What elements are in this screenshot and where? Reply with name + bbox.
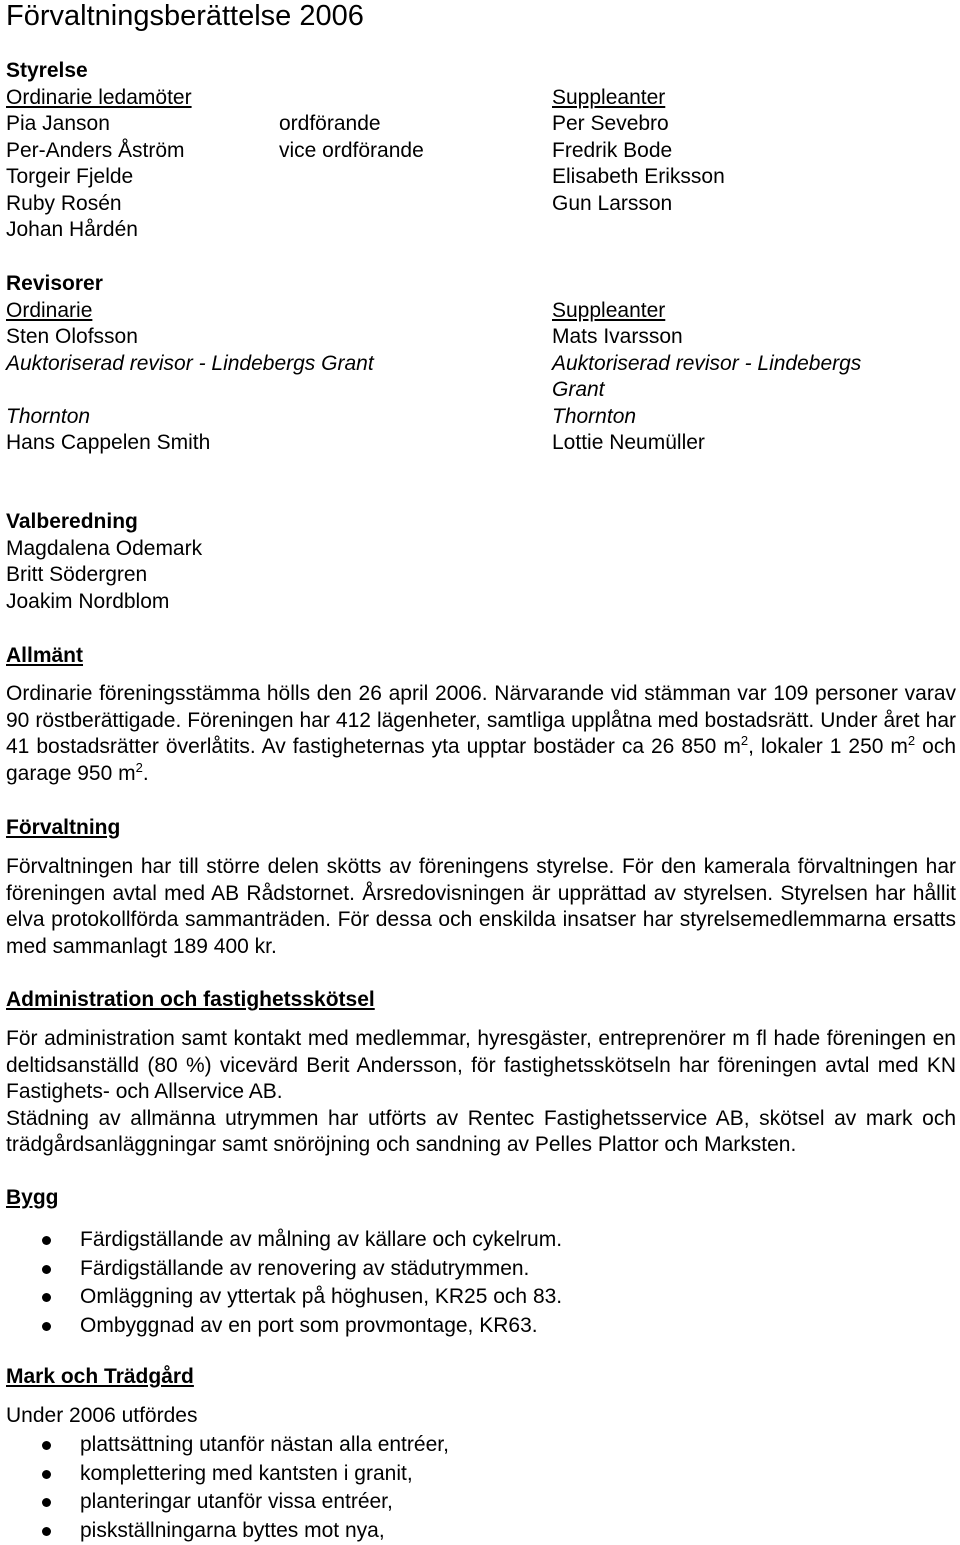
valberedning-section bbox=[6, 509, 956, 615]
member-role: ordförande bbox=[279, 112, 381, 135]
list-item-text: Färdigställande av renovering av städutrymmen. bbox=[80, 1256, 530, 1280]
revisor-supp-firm: Auktoriserad revisor - Lindebergs bbox=[552, 351, 862, 375]
bullet-icon bbox=[42, 1265, 51, 1274]
administration-text-2: Städning av allmänna utrymmen har utförts av Rentec Fastighetsservice AB, skötsel av mark och trädgårdsanläggningar samt snöröjning och sandning av Pelles Plattor och Marksten. bbox=[6, 1106, 956, 1156]
superscript: 2 bbox=[135, 759, 143, 775]
allmant-text: Ordinarie föreningsstämma hölls den 26 april 2006. Närvarande vid stämman var 109 personer varav 90 röstberättigade. Föreningen har 412 lägenheter, samtliga upplåtna med bostadsrätt. Under året har 41 bostadsrätter överlåtits. Av fastigheternas yta upptar bostäder ca 26 850 m bbox=[6, 682, 956, 758]
list-item-text: Färdigställande av målning av källare och cykelrum. bbox=[80, 1228, 563, 1251]
revisorer-suppleanter-label: Suppleanter bbox=[552, 298, 666, 322]
revisorer-row bbox=[6, 324, 956, 351]
styrelse-row bbox=[6, 111, 956, 138]
styrelse-row bbox=[6, 164, 956, 191]
list-item bbox=[6, 1226, 562, 1255]
valberedning-member: Magdalena Odemark bbox=[6, 536, 203, 560]
revisorer-heading: Revisorer bbox=[6, 272, 103, 295]
mark-intro: Under 2006 utfördes bbox=[6, 1404, 198, 1427]
allmant-text: , lokaler 1 250 m bbox=[748, 735, 908, 758]
bullet-icon bbox=[42, 1470, 51, 1479]
administration-text-1: För administration samt kontakt med medlemmar, hyresgäster, entreprenörer m fl hade föreningen en deltidsanställd (80 %) vicevärd Berit Andersson, för fastighetsskötseln har föreningen avtal med KN Fastighets- och Allservice AB. bbox=[6, 1027, 956, 1103]
revisor-name: Sten Olofsson bbox=[6, 325, 138, 348]
list-item bbox=[6, 1517, 449, 1545]
suppleant-name: Elisabeth Eriksson bbox=[552, 165, 725, 188]
member-name: Torgeir Fjelde bbox=[6, 165, 134, 188]
revisor-supp-name: Mats Ivarsson bbox=[552, 325, 683, 348]
styrelse-section bbox=[6, 58, 956, 244]
revisor-firm: Auktoriserad revisor - Lindebergs Grant bbox=[6, 351, 374, 375]
mark-heading-text: Mark och Trädgård bbox=[6, 1365, 194, 1388]
styrelse-row bbox=[6, 217, 956, 244]
forvaltning-heading-text: Förvaltning bbox=[6, 816, 121, 839]
revisorer-row bbox=[6, 430, 956, 457]
suppleant-name: Gun Larsson bbox=[552, 191, 673, 215]
revisorer-row bbox=[6, 404, 956, 431]
allmant-heading-text: Allmänt bbox=[6, 644, 84, 667]
list-item-text: planteringar utanför vissa entréer, bbox=[80, 1490, 393, 1513]
list-item bbox=[6, 1255, 562, 1284]
list-item-text: Omläggning av yttertak på höghusen, KR25 och 83. bbox=[80, 1285, 563, 1308]
styrelse-labels-row bbox=[6, 85, 956, 112]
list-item bbox=[6, 1283, 562, 1312]
suppleant-name: Per Sevebro bbox=[552, 112, 669, 135]
bullet-icon bbox=[42, 1236, 51, 1245]
bygg-heading bbox=[6, 1185, 59, 1211]
revisorer-row bbox=[6, 351, 956, 378]
revisorer-ordinarie-label: Ordinarie bbox=[6, 298, 93, 322]
ordinarie-ledamoter-label: Ordinarie ledamöter bbox=[6, 85, 192, 109]
revisor-supp-firm-cont: Grant bbox=[552, 378, 605, 401]
bygg-list bbox=[6, 1226, 562, 1340]
document-page bbox=[6, 0, 956, 1542]
forvaltning-heading bbox=[6, 815, 120, 841]
valberedning-member: Britt Södergren bbox=[6, 563, 148, 586]
valberedning-heading: Valberedning bbox=[6, 510, 138, 533]
mark-heading bbox=[6, 1364, 194, 1390]
list-item-text: plattsättning utanför nästan alla entréer, bbox=[80, 1433, 449, 1456]
bullet-icon bbox=[42, 1441, 51, 1450]
revisorer-section bbox=[6, 271, 956, 457]
administration-paragraph bbox=[6, 1026, 956, 1159]
bygg-heading-text: Bygg bbox=[6, 1186, 59, 1209]
styrelse-suppleanter-label: Suppleanter bbox=[552, 85, 666, 109]
allmant-text: och garage 950 m bbox=[6, 735, 956, 785]
mark-list bbox=[6, 1431, 449, 1545]
bullet-icon bbox=[42, 1293, 51, 1302]
styrelse-row bbox=[6, 191, 956, 218]
administration-heading-text: Administration och fastighetsskötsel bbox=[6, 988, 375, 1011]
list-item bbox=[6, 1312, 562, 1341]
member-name: Ruby Rosén bbox=[6, 191, 122, 215]
styrelse-row bbox=[6, 138, 956, 165]
valberedning-member: Joakim Nordblom bbox=[6, 589, 170, 613]
bullet-icon bbox=[42, 1527, 51, 1536]
bullet-icon bbox=[42, 1498, 51, 1507]
bullet-icon bbox=[42, 1322, 51, 1331]
member-name: Pia Janson bbox=[6, 112, 110, 135]
administration-heading bbox=[6, 987, 375, 1013]
member-role: vice ordförande bbox=[279, 138, 424, 162]
revisorer-row bbox=[6, 377, 956, 404]
revisor-second-name: Hans Cappelen Smith bbox=[6, 431, 211, 454]
revisor-firm-cont: Thornton bbox=[6, 404, 91, 428]
list-item bbox=[6, 1488, 449, 1517]
allmant-paragraph bbox=[6, 681, 956, 787]
revisor-supp-firm-cont: Thornton bbox=[552, 404, 637, 428]
member-name: Per-Anders Åström bbox=[6, 138, 185, 162]
styrelse-heading: Styrelse bbox=[6, 59, 88, 82]
revisorer-labels-row bbox=[6, 298, 956, 325]
member-name: Johan Hårdén bbox=[6, 218, 138, 241]
list-item bbox=[6, 1431, 449, 1460]
superscript: 2 bbox=[907, 733, 916, 748]
list-item bbox=[6, 1460, 449, 1489]
list-item-text: piskställningarna byttes mot nya, bbox=[80, 1518, 385, 1542]
suppleant-name: Fredrik Bode bbox=[552, 138, 673, 162]
list-item-text: komplettering med kantsten i granit, bbox=[80, 1461, 413, 1485]
list-item-text: Ombyggnad av en port som provmontage, KR63. bbox=[80, 1313, 538, 1337]
revisor-supp-second-name: Lottie Neumüller bbox=[552, 431, 705, 454]
superscript: 2 bbox=[740, 733, 749, 748]
forvaltning-paragraph: Förvaltningen har till större delen skötts av föreningens styrelse. För den kamerala förvaltningen har föreningen avtal med AB Rådstornet. Årsredovisningen är upprättad av styrelsen. Styrelsen har hållit elva protokollförda sammanträden. För dessa och enskilda insatser har styrelsemedlemmarna ersatts med sammanlagt 189 400 kr. bbox=[6, 855, 956, 958]
document-title: Förvaltningsberättelse 2006 bbox=[6, 0, 364, 32]
allmant-heading bbox=[6, 643, 83, 669]
allmant-text: . bbox=[142, 761, 149, 785]
